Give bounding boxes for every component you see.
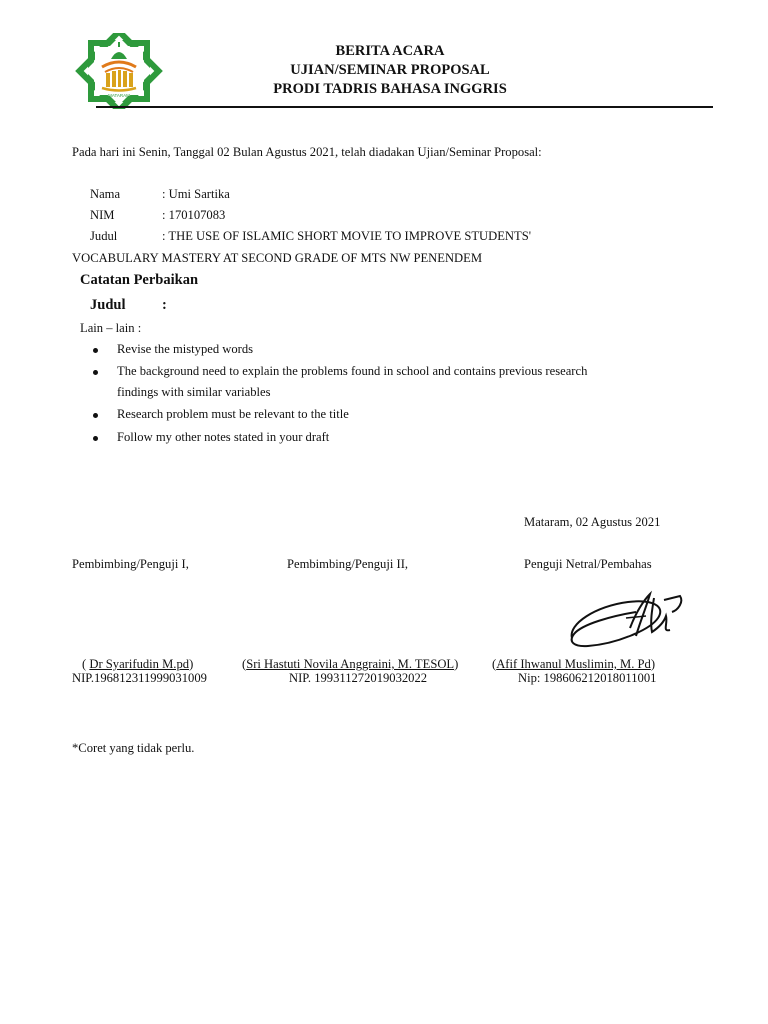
signatory-1-name-line xyxy=(82,657,193,672)
header-line-2: UJIAN/SEMINAR PROPOSAL xyxy=(290,62,490,78)
lain-label: Lain – lain : xyxy=(80,321,142,335)
catatan-title: Catatan Perbaikan xyxy=(80,272,199,288)
paren-close: ) xyxy=(650,657,656,671)
intro-text: Pada hari ini Senin, Tanggal 02 Bulan Agustus 2021, telah diadakan Ujian/Seminar Proposal: xyxy=(72,145,542,159)
note-2-line-1: The background need to explain the problems found in school and contains previous research xyxy=(117,364,588,378)
paren-open: ( xyxy=(82,657,87,671)
paren-open: ( xyxy=(242,657,247,671)
bullet-icon xyxy=(93,436,98,441)
signatory-2-name: Sri Hastuti Novila Anggraini, M. TESOL xyxy=(246,657,455,671)
signatory-2-role: Pembimbing/Penguji II, xyxy=(287,557,409,571)
nama-value: : Umi Sartika xyxy=(162,187,230,201)
signatory-3-name-line xyxy=(492,657,655,672)
bullet-icon xyxy=(93,348,98,353)
footnote: *Coret yang tidak perlu. xyxy=(72,741,195,755)
judul-value: : THE USE OF ISLAMIC SHORT MOVIE TO IMPROVE STUDENTS' xyxy=(162,229,531,243)
note-3: Research problem must be relevant to the title xyxy=(117,407,349,421)
signatory-2-name-line xyxy=(242,657,458,672)
signatory-3-nip: Nip: 198606212018011001 xyxy=(518,671,657,685)
signatory-1-role: Pembimbing/Penguji I, xyxy=(72,557,189,571)
signatory-1-nip: NIP.196812311999031009 xyxy=(72,671,207,685)
catatan-judul-colon: : xyxy=(162,297,167,313)
nim-label: NIM xyxy=(90,208,115,222)
header-line-3: PRODI TADRIS BAHASA INGGRIS xyxy=(273,81,507,97)
nim-value: : 170107083 xyxy=(162,208,226,222)
logo-text: MATARAM xyxy=(108,93,130,98)
judul-label: Judul xyxy=(90,229,118,243)
signatory-3-name: Afif Ihwanul Muslimin, M. Pd xyxy=(496,657,651,671)
bullet-icon xyxy=(93,370,98,375)
paren-close: ) xyxy=(454,657,459,671)
note-1: Revise the mistyped words xyxy=(117,342,254,356)
signatory-3-role: Penguji Netral/Pembahas xyxy=(524,557,652,571)
note-2-line-2: findings with similar variables xyxy=(117,385,271,399)
header-line-1: BERITA ACARA xyxy=(335,43,445,59)
judul-value-continued: VOCABULARY MASTERY AT SECOND GRADE OF MTS NW PENENDEM xyxy=(72,251,483,265)
signatory-1-name: Dr Syarifudin M.pd xyxy=(89,657,190,671)
nama-label: Nama xyxy=(90,187,121,201)
note-4: Follow my other notes stated in your draft xyxy=(117,430,330,444)
place-date: Mataram, 02 Agustus 2021 xyxy=(524,515,661,529)
catatan-judul-label: Judul xyxy=(90,297,126,313)
signature-image xyxy=(566,588,692,652)
bullet-icon xyxy=(93,413,98,418)
paren-open: ( xyxy=(492,657,497,671)
paren-close: ) xyxy=(189,657,194,671)
institution-logo xyxy=(70,33,168,109)
header-rule xyxy=(96,106,713,108)
signatory-2-nip: NIP. 199311272019032022 xyxy=(289,671,428,685)
